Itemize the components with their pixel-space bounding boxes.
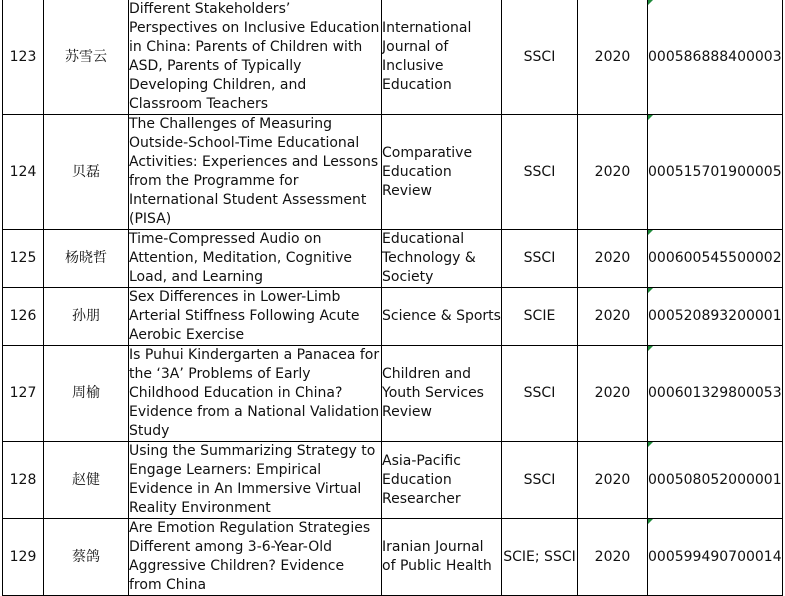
table-body (3, 0, 783, 596)
year-cell[interactable]: 2020 (578, 115, 648, 230)
journal-cell[interactable]: Iranian Journal of Public Health (382, 519, 502, 596)
title-cell[interactable]: Different Stakeholders’ Perspectives on Inclusive Education in China: Parents of Children with ASD, Parents of Typically Developing Children, and Classroom Teachers (129, 0, 382, 115)
author-cell[interactable]: 孙朋 (44, 288, 129, 346)
row-number-cell[interactable]: 124 (3, 115, 44, 230)
wos-number-cell[interactable]: 000586888400003 (648, 0, 783, 115)
author-cell[interactable]: 杨晓哲 (44, 230, 129, 288)
table-row[interactable] (3, 346, 783, 442)
text-format-marker-icon (648, 230, 653, 235)
row-number-cell[interactable]: 123 (3, 0, 44, 115)
title-cell[interactable]: Using the Summarizing Strategy to Engage Learners: Empirical Evidence in An Immersive Virtual Reality Environment (129, 442, 382, 519)
text-format-marker-icon (648, 115, 653, 120)
index-cell[interactable]: SCIE; SSCI (502, 519, 578, 596)
author-cell[interactable]: 蔡鸽 (44, 519, 129, 596)
index-cell[interactable]: SSCI (502, 115, 578, 230)
text-format-marker-icon (648, 346, 653, 351)
title-cell[interactable]: Time-Compressed Audio on Attention, Meditation, Cognitive Load, and Learning (129, 230, 382, 288)
wos-number-cell[interactable]: 000508052000001 (648, 442, 783, 519)
table-row[interactable] (3, 519, 783, 596)
wos-number-cell[interactable]: 000600545500002 (648, 230, 783, 288)
year-cell[interactable]: 2020 (578, 288, 648, 346)
text-format-marker-icon (648, 519, 653, 524)
wos-number-cell[interactable]: 000601329800053 (648, 346, 783, 442)
wos-number-cell[interactable]: 000515701900005 (648, 115, 783, 230)
index-cell[interactable]: SSCI (502, 230, 578, 288)
year-cell[interactable]: 2020 (578, 442, 648, 519)
row-number-cell[interactable]: 125 (3, 230, 44, 288)
journal-cell[interactable]: Asia-Pacific Education Researcher (382, 442, 502, 519)
index-cell[interactable]: SCIE (502, 288, 578, 346)
title-cell[interactable]: Sex Differences in Lower-Limb Arterial Stiffness Following Acute Aerobic Exercise (129, 288, 382, 346)
text-format-marker-icon (648, 442, 653, 447)
year-cell[interactable]: 2020 (578, 230, 648, 288)
wos-number-cell[interactable]: 000520893200001 (648, 288, 783, 346)
text-format-marker-icon (648, 288, 653, 293)
table-row[interactable] (3, 115, 783, 230)
author-cell[interactable]: 赵健 (44, 442, 129, 519)
journal-cell[interactable]: International Journal of Inclusive Education (382, 0, 502, 115)
title-cell[interactable]: Are Emotion Regulation Strategies Different among 3-6-Year-Old Aggressive Children? Evidence from China (129, 519, 382, 596)
row-number-cell[interactable]: 127 (3, 346, 44, 442)
author-cell[interactable]: 周榆 (44, 346, 129, 442)
year-cell[interactable]: 2020 (578, 346, 648, 442)
table-row[interactable] (3, 0, 783, 115)
index-cell[interactable]: SSCI (502, 0, 578, 115)
index-cell[interactable]: SSCI (502, 442, 578, 519)
row-number-cell[interactable]: 126 (3, 288, 44, 346)
author-cell[interactable]: 苏雪云 (44, 0, 129, 115)
journal-cell[interactable]: Children and Youth Services Review (382, 346, 502, 442)
journal-cell[interactable]: Science & Sports (382, 288, 502, 346)
publication-table (2, 0, 783, 596)
year-cell[interactable]: 2020 (578, 519, 648, 596)
year-cell[interactable]: 2020 (578, 0, 648, 115)
table-row[interactable] (3, 442, 783, 519)
table-row[interactable] (3, 288, 783, 346)
wos-number-cell[interactable]: 000599490700014 (648, 519, 783, 596)
row-number-cell[interactable]: 129 (3, 519, 44, 596)
author-cell[interactable]: 贝磊 (44, 115, 129, 230)
title-cell[interactable]: Is Puhui Kindergarten a Panacea for the ‘3A’ Problems of Early Childhood Education in China? Evidence from a National Validation Study (129, 346, 382, 442)
journal-cell[interactable]: Comparative Education Review (382, 115, 502, 230)
text-format-marker-icon (648, 0, 653, 5)
index-cell[interactable]: SSCI (502, 346, 578, 442)
table-row[interactable] (3, 230, 783, 288)
row-number-cell[interactable]: 128 (3, 442, 44, 519)
journal-cell[interactable]: Educational Technology & Society (382, 230, 502, 288)
title-cell[interactable]: The Challenges of Measuring Outside-School-Time Educational Activities: Experiences and Lessons from the Programme for International Student Assessment (PISA) (129, 115, 382, 230)
